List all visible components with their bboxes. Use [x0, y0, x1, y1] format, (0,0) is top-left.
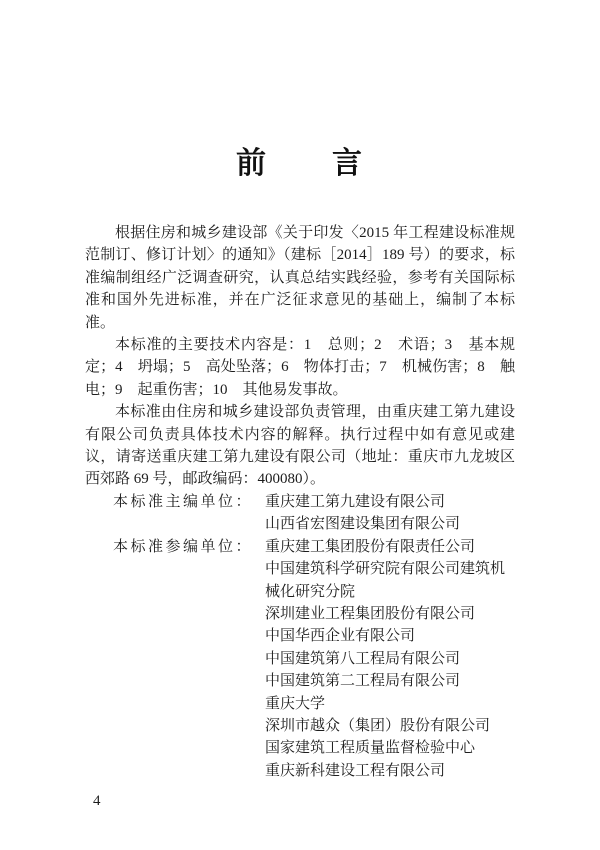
chief-editor-label: 本标准主编单位：	[113, 493, 254, 510]
org-item: 重庆新科建设工程有限公司	[265, 762, 446, 779]
org-item: 深圳市越众（集团）股份有限公司	[265, 717, 491, 734]
paragraph-contents: 本标准的主要技术内容是：1 总则；2 术语；3 基本规定；4 坍塌；5 高处坠落；6 物体打击；7 机械伤害；8 触电；9 起重伤害；10 其他易发事故。	[85, 337, 515, 398]
page-number: 4	[93, 793, 101, 809]
participating-label: 本标准参编单位：	[113, 538, 254, 555]
org-item: 中国建筑第二工程局有限公司	[265, 673, 461, 690]
org-item: 国家建筑工程质量监督检验中心	[265, 740, 476, 757]
org-item: 深圳建业工程集团股份有限公司	[265, 605, 476, 622]
chief-editor-list	[265, 491, 515, 536]
org-item: 中国建筑科学研究院有限公司建筑机械化研究分院	[265, 561, 506, 600]
paragraph-management: 本标准由住房和城乡建设部负责管理，由重庆建工第九建设有限公司负责具体技术内容的解释。执行过程中如有意见或建议，请寄送重庆建工第九建设有限公司（地址：重庆市九龙坡区西郊路 69 号，邮政编码：400080）。	[85, 404, 515, 488]
org-item: 中国华西企业有限公司	[265, 628, 416, 645]
paragraph-intro: 根据住房和城乡建设部《关于印发〈2015 年工程建设标准规范制订、修订计划〉的通知》（建标［2014］189 号）的要求，标准编制组经广泛调查研究，认真总结实践经验，参考有关国际标准和国外先进标准，并在广泛征求意见的基础上，编制了本标准。	[85, 225, 515, 331]
participating-block	[85, 536, 515, 782]
org-item: 中国建筑第八工程局有限公司	[265, 650, 461, 667]
chief-editor-block	[85, 491, 515, 536]
org-item: 重庆建工集团股份有限责任公司	[265, 538, 476, 555]
org-item: 重庆大学	[265, 695, 326, 712]
page-title: 前 言	[236, 147, 364, 180]
org-item: 重庆建工第九建设有限公司	[265, 493, 446, 510]
org-item: 山西省宏图建设集团有限公司	[265, 516, 461, 533]
participating-list	[265, 536, 515, 782]
